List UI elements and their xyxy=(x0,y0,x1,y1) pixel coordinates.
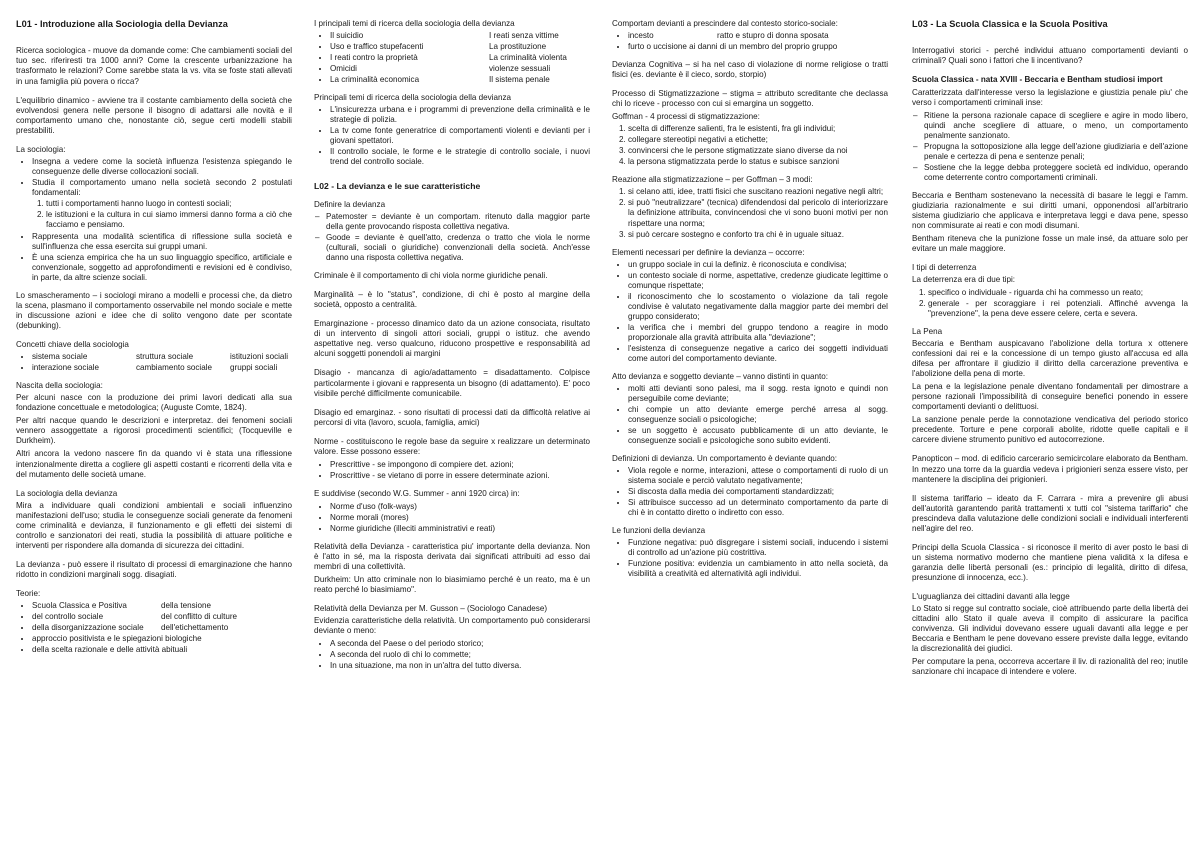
teoria: del conflitto di culture xyxy=(161,611,238,621)
norme-list xyxy=(314,460,590,481)
label-definizioni: Definizioni di devianza. Un comportamento è deviante quando: xyxy=(612,454,837,464)
list-item: • Il controllo sociale, le forme e le strategie di controllo sociale, i nuovi trend del controllo sociale. xyxy=(330,147,590,167)
paragraph-computare: Per computare la pena, occorreva accertare il liv. di razionalità del reo; inutile sanzionare chi incapace di intendere e volere. xyxy=(912,657,1188,677)
paragraph-smascheramento: Lo smascheramento – i sociologi mirano a modelli e processi che, da dietro la scena, plasmano il comportamento osservabile nel mondo sociale e mette in discussione azioni e idee che di solito vengono date per scontate (debunking). xyxy=(16,291,292,331)
temi-list xyxy=(314,31,590,85)
label-definire: Definire la devianza xyxy=(314,200,386,210)
list-item: • molti atti devianti sono palesi, ma il sogg. resta ignoto e quindi non perseguibile come deviante; xyxy=(628,384,888,404)
paragraph-bentham: Bentham riteneva che la punizione fosse un male insé, da attuare solo per evitare un male maggiore. xyxy=(912,233,1188,253)
tema: violenze sessuali xyxy=(489,64,551,74)
label-comportam: Comportam devianti a prescindere dal contesto storico-sociale: xyxy=(612,19,838,28)
list-item: 2. collegare stereotipi negativi a etichette; xyxy=(628,135,888,145)
list-item xyxy=(32,178,292,230)
reazione-list xyxy=(612,187,888,239)
tema: I reati senza vittime xyxy=(489,31,559,41)
paragraph-principi: Principi della Scuola Classica - si riconosce il merito di aver posto le basi di un sistema normativo moderno che mantiene piena validità x la difesa e garanzia delle libertà personali (es.: principio di legalità, diritto di difesa, presunzione di innocenza, ecc.). xyxy=(912,542,1188,582)
goffman-list xyxy=(612,124,888,167)
list-item: • chi compie un atto deviante emerge perché arresa al sogg. conseguenze sociali o psicologiche; xyxy=(628,405,888,425)
list-item: 3. convincersi che le persone stigmatizzate siano diverse da noi xyxy=(628,146,888,156)
label-concetti: Concetti chiave della sociologia xyxy=(16,340,129,350)
sociologia-list xyxy=(16,157,292,283)
list-item: • della scelta razionale e delle attività abituali xyxy=(32,645,292,655)
gusson-list xyxy=(314,639,590,671)
list-item: • Si attribuisce successo ad un determinato comportamento da parte di chi è in contatto diretto o indiretto con esso. xyxy=(628,498,888,518)
label-sociologia: La sociologia: xyxy=(16,144,66,154)
label-atto: Atto devianza e soggetto deviante – vanno distinti in quanto: xyxy=(612,371,828,381)
elementi-list xyxy=(612,260,888,364)
paragraph-ricerca: Ricerca sociologica - muove da domande come: Che cambiamenti sociali del tuo sec. riferiresti tra 1000 anni? Come la crescente urbanizzazione ha trasformato le relazioni? Come sarebbe stata la vs. vita se foste stati allevati in una famiglia più povera o ricca? xyxy=(16,46,292,86)
paragraph-durkheim: Durkheim: Un atto criminale non lo biasimiamo perché è un reato, ma è un reato perché lo biasimiamo". xyxy=(314,574,590,594)
list-item: • Norme giuridiche (illeciti amministrativi e reati) xyxy=(330,524,590,534)
list-item: • Funzione negativa: può disgregare i sistemi sociali, inducendo i sistemi di controllo ad un'azione più costrittiva. xyxy=(628,538,888,558)
classica-list xyxy=(912,111,1188,183)
list-item xyxy=(32,363,292,373)
list-item-text: Studia il comportamento umano nella società secondo 2 postulati fondamentali: xyxy=(32,177,292,197)
concetto: • interazione sociale xyxy=(32,363,100,373)
concetti-list xyxy=(16,352,292,373)
paragraph-suddivise: E suddivise (secondo W.G. Summer - anni 1920 circa) in: xyxy=(314,488,520,498)
comportamento: ratto e stupro di donna sposata xyxy=(717,31,829,41)
funzioni-list xyxy=(612,538,888,579)
label-temi-2: Principali temi di ricerca della sociologia della devianza xyxy=(314,93,512,103)
tema: • La criminalità economica xyxy=(330,75,420,85)
label-teorie: Teorie: xyxy=(16,588,41,598)
label-elementi: Elementi necessari per definire la devianza – occorre: xyxy=(612,247,805,257)
label-funzioni: Le funzioni della devianza xyxy=(612,526,706,536)
list-item: 1. scelta di differenze salienti, fra le esistenti, fra gli individui; xyxy=(628,124,888,134)
teoria: della tensione xyxy=(161,600,211,610)
paragraph-disagio-emarg: Disagio ed emarginaz. - sono risultati di processi dati da difficoltà relative ai percorsi di vita (lavoro, scuola, famiglia, amici) xyxy=(314,407,590,427)
list-item: • L'insicurezza urbana e i programmi di prevenzione della criminalità e le strategie di polizia. xyxy=(330,105,590,125)
teoria: • della disorganizzazione sociale xyxy=(32,622,144,632)
paragraph-tariffario: Il sistema tariffario – ideato da F. Carrara - mira a prevenire gli abusi dell'autorità garantendo parità trattamenti x tutti col "sistema tariffario" che prescindeva dalla valutazione delle condizioni sociali e individuali interferenti nell'agire del reo. xyxy=(912,493,1188,533)
list-item xyxy=(330,75,590,85)
paragraph-emarginazione: Emarginazione - processo dinamico dato da un azione consociata, risultato di un intervento di singoli attori sociali, gruppi o istituz. che avendo aspettative neg. verso qualcuno, riducono prospettive e responsabilità ad alcuni soggetti ponendoli ai margini xyxy=(314,319,590,359)
paragraph-pena-2: La pena e la legislazione penale diventano fondamentali per dimostrare a persone razionali l'impossibilità di conseguire benefici ponendo in essere comportamenti devianti o delittuosi. xyxy=(912,382,1188,412)
paragraph-panopticon: Panopticon – mod. di edificio carcerario semicircolare elaborato da Bentham. In mezzo una torre da la guardia vedeva i prigionieri senza essere visto, per mantenere la disciplina dei prigionieri. xyxy=(912,454,1188,484)
list-item: • la verifica che i membri del gruppo tendono a reagire in modo proporzionale alla gravità attribuita alla "deviazione"; xyxy=(628,323,888,343)
comportamento: • incesto xyxy=(628,31,654,41)
list-item: • Norme d'uso (folk-ways) xyxy=(330,502,590,512)
list-item xyxy=(32,601,292,611)
concetto: • sistema sociale xyxy=(32,352,88,362)
paragraph-norme: Norme - costituiscono le regole base da seguire x realizzare un determinato valore. Esse possono essere: xyxy=(314,436,590,456)
list-item: • Insegna a vedere come la società influenza l'esistenza spiegando le conseguenze delle diverse collocazioni sociali. xyxy=(32,157,292,177)
paragraph-gusson: Evidenzia caratteristiche della relatività. Un comportamento può considerarsi deviante o meno: xyxy=(314,616,590,636)
tema: • Il suicidio xyxy=(330,31,364,41)
list-item xyxy=(330,31,590,41)
list-item xyxy=(330,53,590,63)
list-item xyxy=(330,64,590,74)
list-item xyxy=(628,31,888,41)
list-item: 4. la persona stigmatizzata perde lo status e subisce sanzioni xyxy=(628,157,888,167)
label-reazione: Reazione alla stigmatizzazione – per Goffman – 3 modi: xyxy=(612,175,813,185)
list-item: 1. si celano atti, idee, tratti fisici che suscitano reazioni negative negli altri; xyxy=(628,187,888,197)
paragraph-equilibrio: L'equilibrio dinamico - avviene tra il costante cambiamento della società che evolvendosi genera nelle persone il bisogno di adattarsi alle novità e il comportamento umano che, nonostante ciò, segue certi modelli stabili prestabiliti. xyxy=(16,95,292,135)
list-item: • un contesto sociale di norme, aspettative, credenze giudicate legittime o comunque rispettate; xyxy=(628,271,888,291)
list-item: • l'esistenza di conseguenze negative a carico dei soggetti individuati come autori del comportamento deviante. xyxy=(628,344,888,364)
list-item: • il riconoscimento che lo scostamento o violazione da tali regole condivise è valutato negativamente dalla maggior parte dei membri del gruppo considerato; xyxy=(628,292,888,322)
list-item: • È una scienza empirica che ha un suo linguaggio specifico, artificiale e convenzionale, soggetto ad approfondimenti e revisioni ed è condiviso, in parte, da altre scienze sociali. xyxy=(32,253,292,283)
list-item xyxy=(32,612,292,622)
teorie-list xyxy=(16,601,292,655)
paragraph-cognitiva: Devianza Cognitiva – si ha nel caso di violazione di norme religiose o tratti fisici (es. deviante è il cieco, sordo, storpio) xyxy=(612,60,888,80)
paragraph-disagio: Disagio - mancanza di agio/adattamento = disadattamento. Colpisce particolarmente i giovani e rappresenta un bisogno (di adattamento). E' poco visibile perché difficilmente comunicabile. xyxy=(314,368,590,398)
column-1 xyxy=(16,19,292,663)
label-temi: I principali temi di ricerca della sociologia della devianza xyxy=(314,19,515,28)
paragraph-relativita: Relatività della Devianza - caratteristica piu' importante della devianza. Non è l'atto in sé, ma la risposta derivata dai significati attribuiti ad esso dai membri di una collettività. xyxy=(314,541,590,571)
definizioni-list xyxy=(612,466,888,518)
list-item: • un gruppo sociale in cui la definiz. è riconosciuta e condivisa; xyxy=(628,260,888,270)
concetto: istituzioni sociali xyxy=(230,352,289,362)
paragraph-uguaglianza: Lo Stato si regge sul contratto sociale, cioè attribuendo parte della libertà dei cittadini allo Stato il quale aveva il compito di assicurare la pacifica convivenza. Gli individui dovevano essere uguali davanti alla legge e per Beccaria e Bentham le pene dovevano essere previste dalla legge, evitando la discrezionalità dei giudici. xyxy=(912,603,1188,653)
atto-list xyxy=(612,384,888,446)
paragraph-soc-devianza: Mira a individuare quali condizioni ambientali e sociali influenzino manifestazioni dell'uso; studia le conseguenze sociali generate da fenomeni come criminalità e devianza, il funzionamento e gli effetti dei sistemi di controllo e sanzionatori dei reati, studia la possibilità di attuare politiche e interventi per rispondere alla domanda di sicurezza dei cittadini. xyxy=(16,500,292,550)
tema: • Omicidi xyxy=(330,64,357,74)
list-item xyxy=(330,42,590,52)
list-item: • Proscrittive - se vietano di porre in essere determinate azioni. xyxy=(330,471,590,481)
list-item: • La tv come fonte generatrice di comportamenti violenti e devianti per i giovani spettatori. xyxy=(330,126,590,146)
teoria: • Scuola Classica e Positiva xyxy=(32,600,127,610)
paragraph-classica: Caratterizzata dall'interesse verso la legislazione e giustizia penale piu' che verso i comportamenti criminali inse: xyxy=(912,87,1188,107)
list-item: 2. si può "neutralizzare" (tecnica) difendendosi dal pericolo di interiorizzare la definizione attribuita, convincendosi che vi sono buoni motivi per non rispettare una norma; xyxy=(628,198,888,228)
concetto: struttura sociale xyxy=(136,352,194,362)
list-item: • furto o uccisione ai danni di un membro del proprio gruppo xyxy=(628,42,888,52)
list-item: • Viola regole e norme, interazioni, attese o comportamenti di ruolo di un sistema sociale e perciò valutato negativamente; xyxy=(628,466,888,486)
paragraph-pena-1: Beccaria e Bentham auspicavano l'abolizione della tortura x ottenere confessioni dai rei e la concessione di un tempo giusto all'accusa ed alla difesa per affrontare il giudizio il diritto della carcerazione preventiva e l'abolizione della pena di morte. xyxy=(912,339,1188,379)
definire-list xyxy=(314,212,590,263)
list-item: 1. specifico o individuale - riguarda chi ha commesso un reato; xyxy=(928,288,1188,298)
paragraph-stigma: Processo di Stigmatizzazione – stigma = attributo screditante che declassa chi lo riceve - processo con cui si emargina un soggetto. xyxy=(612,89,888,109)
list-item xyxy=(32,352,292,362)
concetto: cambiamento sociale xyxy=(136,363,213,373)
label-uguaglianza: L'uguaglianza dei cittadini davanti alla legge xyxy=(912,591,1070,601)
column-4 xyxy=(912,19,1188,680)
tema: • Uso e traffico stupefacenti xyxy=(330,42,424,52)
label-tipi: I tipi di deterrenza xyxy=(912,262,977,272)
comportam-list xyxy=(612,31,888,52)
label-soc-devianza: La sociologia della devianza xyxy=(16,488,118,498)
paragraph-marginalita: Marginalità – è lo "status", condizione, di chi è posto al margine della società, opposto a centralità. xyxy=(314,290,590,310)
list-item: • Si discosta dalla media dei comportamenti standardizzati; xyxy=(628,487,888,497)
tema: • I reati contro la proprietà xyxy=(330,53,418,63)
list-item: • Funzione positiva: evidenzia un cambiamento in atto nella società, da visibilità a creatività ed alternatività agli individui. xyxy=(628,559,888,579)
list-item xyxy=(32,623,292,633)
paragraph-nascita-2: Per altri nacque quando le descrizioni e interpretaz. dei fenomeni sociali vennero assoggettate a rigorosi procedimenti scientifici; (Tocqueville e Durkheim). xyxy=(16,416,292,446)
list-item: • In una situazione, ma non in un'altra del tutto diversa. xyxy=(330,661,590,671)
teoria: dell'etichettamento xyxy=(161,622,229,632)
label-classica: Scuola Classica - nata XVIII - Beccaria e Bentham studiosi import xyxy=(912,75,1163,85)
section-title-l02: L02 - La devianza e le sue caratteristiche xyxy=(314,181,481,192)
list-item: • Prescrittive - se impongono di compiere det. azioni; xyxy=(330,460,590,470)
paragraph-tipi: La deterrenza era di due tipi: xyxy=(912,275,1016,284)
tema: Il sistema penale xyxy=(489,75,550,85)
list-item: • A seconda del ruolo di chi lo commette; xyxy=(330,650,590,660)
label-nascita: Nascita della sociologia: xyxy=(16,381,103,391)
concetto: gruppi sociali xyxy=(230,363,278,373)
list-item: – Ritiene la persona razionale capace di scegliere e agire in modo libero, quindi anche scegliere di attuare, o meno, un comportamento penalmente sanzionato. xyxy=(924,111,1188,141)
tipi-list xyxy=(912,288,1188,319)
paragraph-pena-3: La sanzione penale perde la connotazione vendicativa del periodo storico precedente. Torture e pene corporali abolite, ridotte quelle capitali e il carcere diviene strumento punitivo ed autocorrezione. xyxy=(912,415,1188,445)
tema: La prostituzione xyxy=(489,42,547,52)
list-item: – Patemoster = deviante è un comportam. ritenuto dalla maggior parte della gente provocando risposta collettiva negativa. xyxy=(326,212,590,232)
list-item: 2. generale - per scoraggiare i rei potenziali. Affinché avvenga la "prevenzione", la pena deve essere celere, certa e severa. xyxy=(928,299,1188,319)
label-pena: La Pena xyxy=(912,327,943,337)
list-item: • Rappresenta una modalità scientifica di riflessione sulla società e sull'influenza che essa esercita sui gruppi umani. xyxy=(32,232,292,252)
list-item: – Goode = deviante è quell'atto, credenza o tratto che viola le norme (culturali, sociali o giuridiche) convenzionali della società. Anch'esse danno una risposta collettiva negativa. xyxy=(326,233,590,263)
tema: La criminalità violenta xyxy=(489,53,567,63)
teoria: • del controllo sociale xyxy=(32,611,104,621)
column-3 xyxy=(612,19,888,587)
section-title-l01: L01 - Introduzione alla Sociologia della Devianza xyxy=(16,19,228,29)
list-item: • Norme morali (mores) xyxy=(330,513,590,523)
list-item: • se un soggetto è accusato pubblicamente di un atto deviante, le conseguenze sociali e psicologiche sono subito evidenti. xyxy=(628,426,888,446)
postulati-list xyxy=(32,199,292,230)
section-title-l03: L03 - La Scuola Classica e la Scuola Positiva xyxy=(912,19,1108,29)
paragraph-nascita-1: Per alcuni nasce con la produzione dei primi lavori dedicati alla sua fondazione concettuale e metodologica; (Auguste Comte, 1824). xyxy=(16,393,292,413)
column-2 xyxy=(314,19,590,679)
list-item: 3. si può cercare sostegno e conforto tra chi è in uguale situaz. xyxy=(628,230,888,240)
norme2-list xyxy=(314,502,590,534)
label-goffman: Goffman - 4 processi di stigmatizzazione: xyxy=(612,112,760,122)
paragraph-devianza: La devianza - può essere il risultato di processi di emarginazione che hanno ridotto in condizioni marginali sogg. disagiati. xyxy=(16,559,292,579)
paragraph-beccaria: Beccaria e Bentham sostenevano la necessità di basare le leggi e l'amm. giudiziaria razionalmente e sui diritti umani, opponendosi all'arbitrario sistema giudiziario che applicava e interpretava leggi e dava pene, spesso non commisurate ai reati e con modi disumani. xyxy=(912,190,1188,230)
list-item: 2. le istituzioni e la cultura in cui siamo immersi danno forma a ciò che facciamo e pensiamo. xyxy=(46,210,292,230)
paragraph-criminale: Criminale è il comportamento di chi viola norme giuridiche penali. xyxy=(314,271,548,281)
list-item: • approccio positivista e le spiegazioni biologiche xyxy=(32,634,292,644)
label-gusson: Relatività della Devianza per M. Gusson – (Sociologo Canadese) xyxy=(314,604,548,614)
temi2-list xyxy=(314,105,590,167)
paragraph-nascita-3: Altri ancora la vedono nascere fin da quando vi è stata una riflessione intenzionalmente diretta a cogliere gli aspetti costanti e ricorrenti della vita e del mutamento delle società umane. xyxy=(16,449,292,479)
list-item: 1. tutti i comportamenti hanno luogo in contesti sociali; xyxy=(46,199,292,209)
paragraph-interrogativi: Interrogativi storici - perché individui attuano comportamenti devianti o criminali? Quali sono i fattori che li incentivano? xyxy=(912,46,1188,66)
list-item: – Sostiene che la legge debba proteggere società ed individuo, operando come deterrente contro comportamenti criminali. xyxy=(924,163,1188,183)
list-item: – Propugna la sottoposizione alla legge dell'azione giudiziaria e dell'azione penale e certezza di pena e sentenze penali; xyxy=(924,142,1188,162)
list-item: • A seconda del Paese o del periodo storico; xyxy=(330,639,590,649)
